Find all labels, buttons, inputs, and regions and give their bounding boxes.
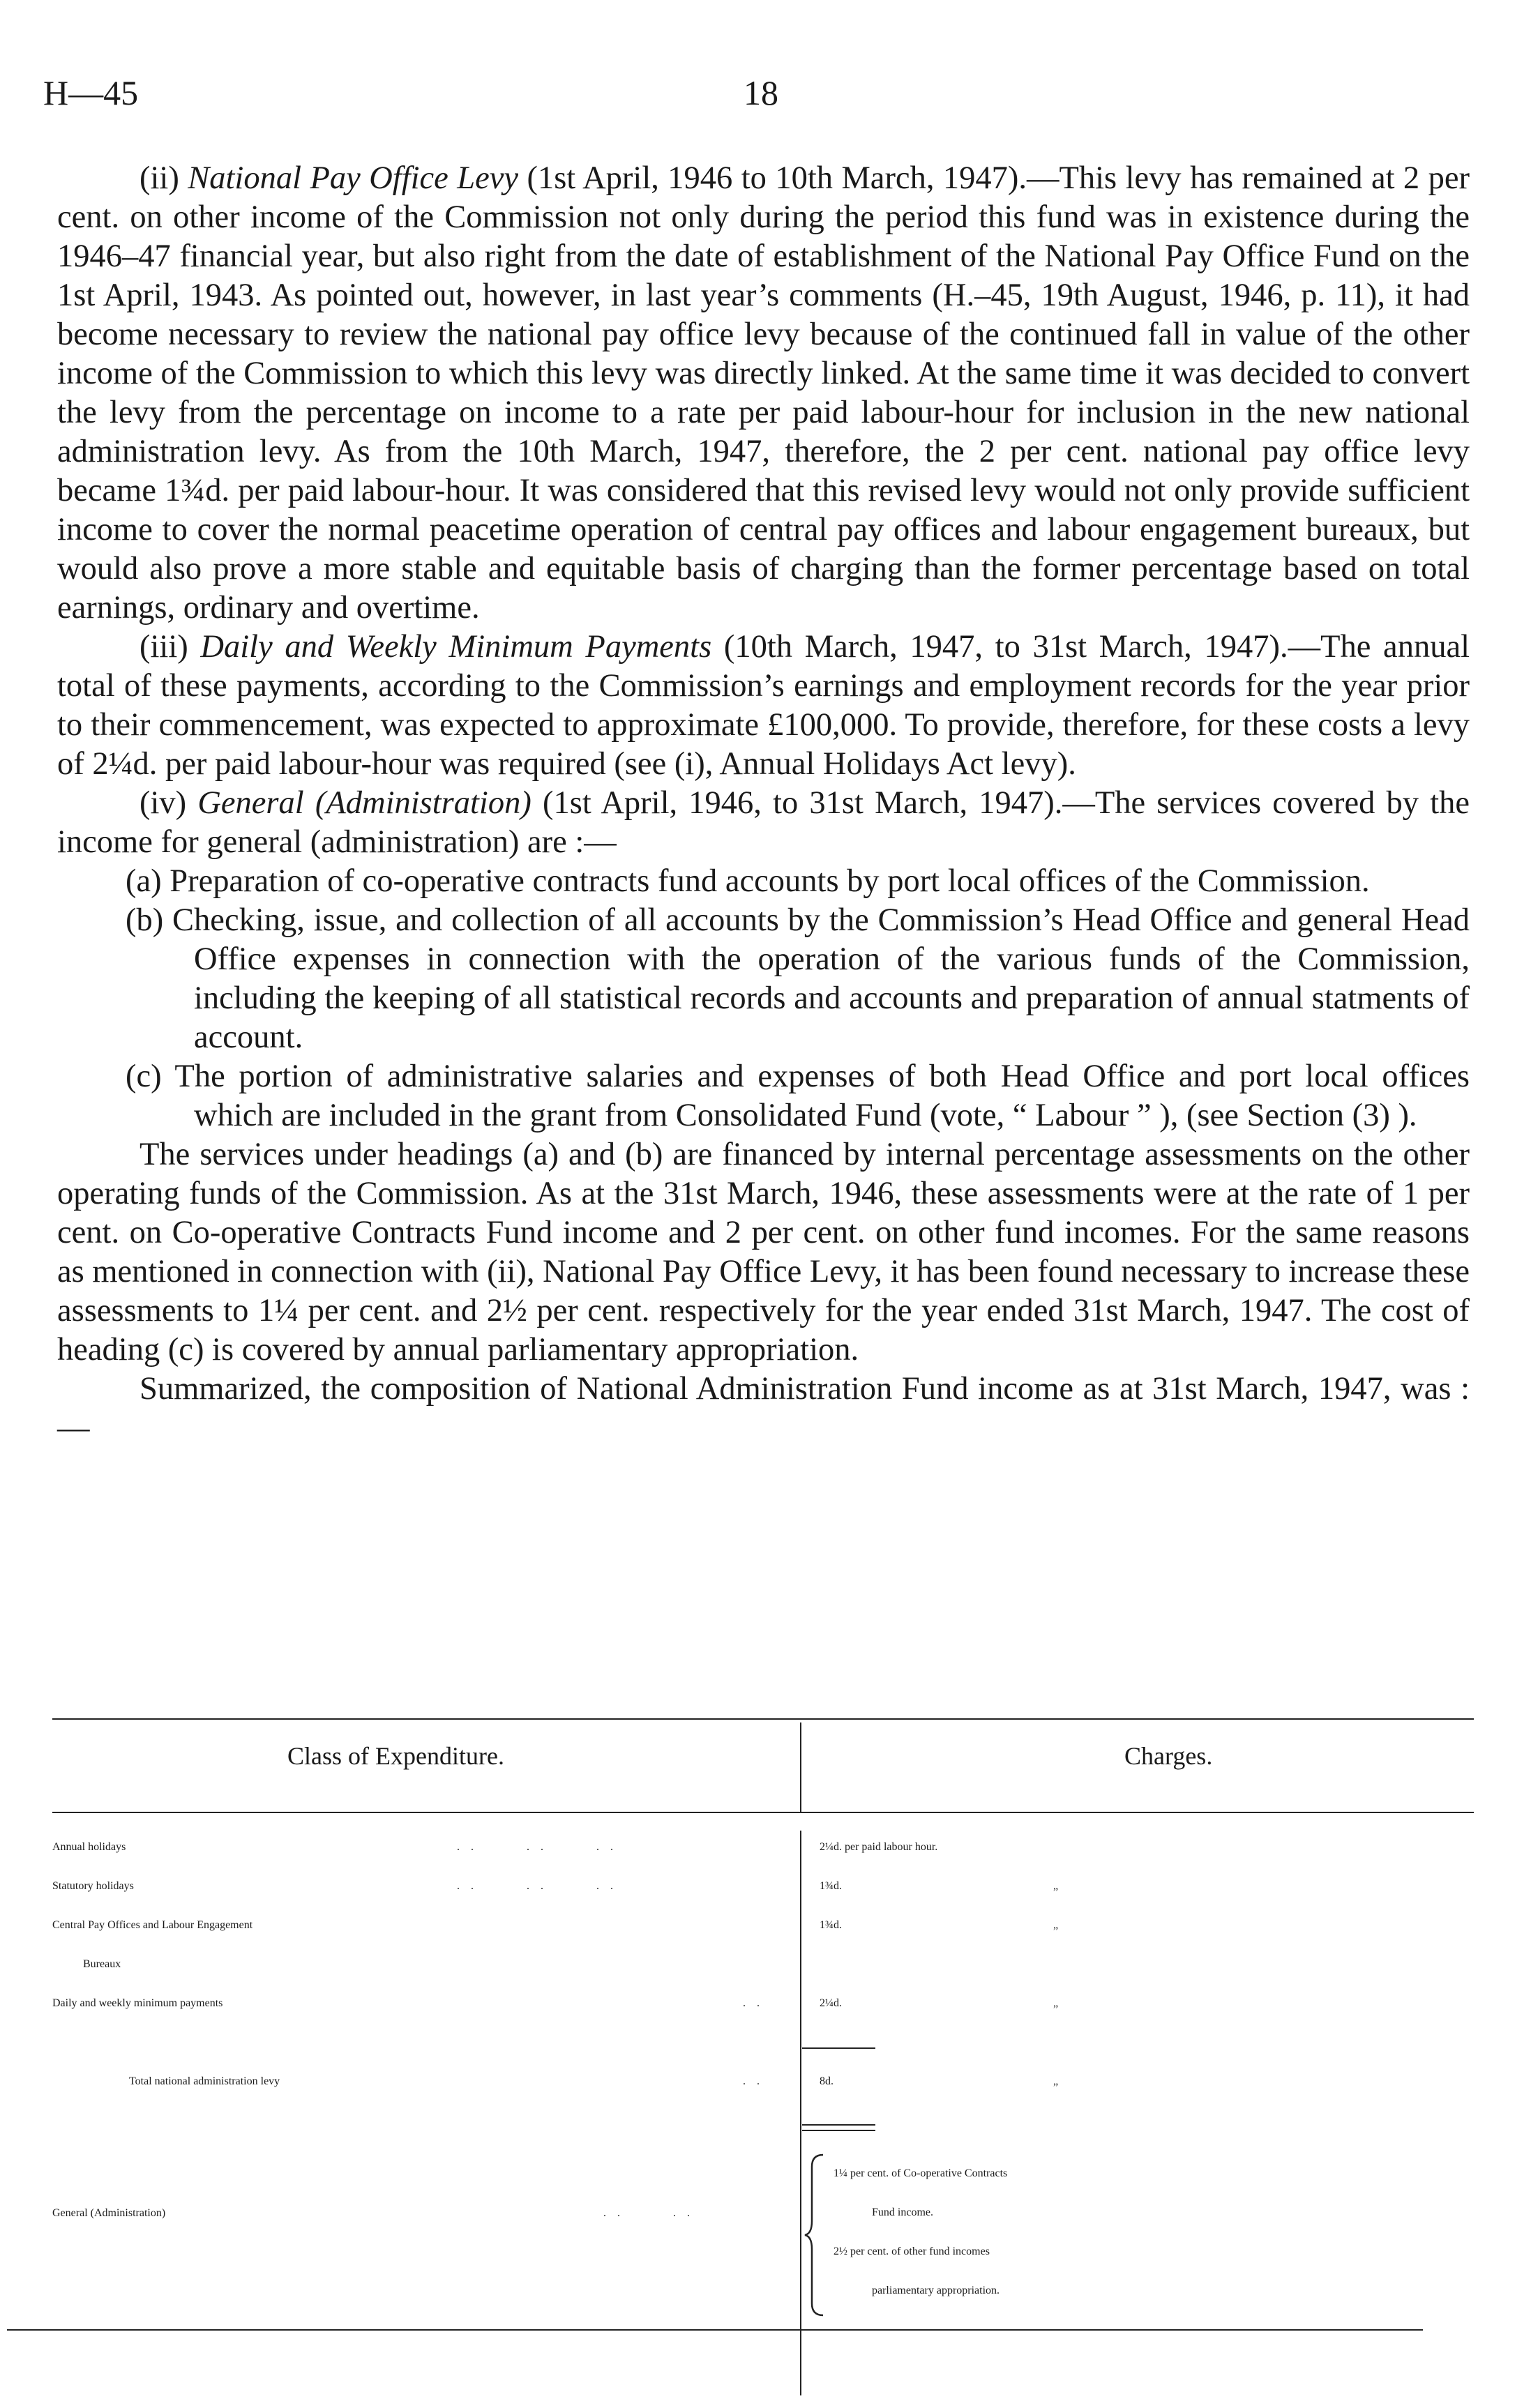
total-label: Total national administration levy: [129, 2075, 280, 2087]
row-label-continuation: Bureaux: [83, 1958, 121, 1970]
table-top-rule: [52, 1718, 1474, 1720]
row-label: Annual holidays: [52, 1841, 126, 1853]
paragraph-summary: Summarized, the composition of National Administration Fund income as at 31st March, 1947, was :—: [57, 1371, 1470, 1446]
paragraph-general-administration: [57, 784, 1470, 862]
paragraph-label: (iii): [139, 629, 201, 665]
paragraph-text: (1st April, 1946 to 10th March, 1947).—This levy has remained at 2 per cent. on other income of the Commission not only during the period this fund was in existence during the 1946–47 financial year, but also right from the date of establishment of the National Pay Office Fund on the 1st April, 1943. As pointed out, however, in last year’s comments (H.–45, 19th August, 1946, p. 11), it had become necessary to review the national pay office levy because of the continued fall in value of the other income of the Commission to which this levy was directly linked. At the same time it was decided to convert the levy from the percentage on income to a rate per paid labour-hour for inclusion in the new national administration levy. As from the 10th March, 1947, therefore, the 2 per cent. national pay office levy became 1¾d. per paid labour-hour. It was considered that this revised levy would not only provide sufficient income to cover the normal peacetime operation of central pay offices and labour engagement bureaux, but would also prove a more stable and equitable basis of charging than the former percentage based on total earnings, ordinary and overtime.: [57, 160, 1470, 626]
body-text: [57, 159, 1470, 1448]
paragraph-label: (iv): [139, 785, 198, 821]
general-charge-text: Fund income.: [872, 2206, 933, 2218]
table-bottom-rule: [7, 2329, 1423, 2331]
brace-icon: [802, 2151, 830, 2319]
general-charge-text: 1¼ per cent. of Co-operative Contracts: [834, 2167, 1008, 2179]
ditto-mark: „: [1053, 2075, 1059, 2087]
list-item-a: (a) Preparation of co-operative contracts fund accounts by port local offices of the Commission.: [126, 863, 1370, 899]
total-double-rule-1: [802, 2124, 875, 2126]
leader-dots: . .: [743, 1997, 764, 2009]
ditto-mark: „: [1053, 1880, 1059, 1892]
header-bottom-rule: [52, 1812, 1474, 1813]
total-charge: 8d.: [820, 2075, 834, 2087]
body-column-separator: [800, 1831, 801, 2395]
paragraph-text: (10th March, 1947, to 31st March, 1947).—The annual total of these payments, according to the Commission’s earnings and employment records for the year prior to their commencement, was expected to approximate £100,000. To provide, therefore, for these costs a levy of 2¼d. per paid labour-hour was required (see (i), Annual Holidays Act levy).: [57, 629, 1470, 782]
row-charge: 1¾d.: [820, 1919, 842, 1931]
paragraph-title: Daily and Weekly Minimum Payments: [200, 629, 712, 665]
general-charge-text: 2½ per cent. of other fund incomes: [834, 2246, 990, 2257]
leader-dots: . . . . . .: [457, 1880, 617, 1892]
document-series-code: H—45: [43, 73, 139, 112]
leader-dots: . .: [743, 2075, 764, 2087]
row-charge: 2¼d.: [820, 1997, 842, 2009]
ditto-mark: „: [1053, 1997, 1059, 2009]
paragraph-text: (1st April, 1946, to 31st March, 1947).—The services covered by the income for general (administration) are :—: [57, 785, 1470, 860]
leader-dots: . . . .: [603, 2207, 694, 2219]
row-charge: 2¼d. per paid labour hour.: [820, 1841, 938, 1853]
header-column-separator: [800, 1722, 801, 1813]
row-label: Daily and weekly minimum payments: [52, 1997, 223, 2009]
paragraph-title: General (Administration): [197, 785, 531, 821]
list-item-b: (b) Checking, issue, and collection of all accounts by the Commission’s Head Office and general Head Office expenses in connection with the operation of the various funds of the Commission, including the keeping of all statistical records and accounts and preparation of annual statments of account.: [126, 902, 1470, 1055]
page-number: 18: [744, 73, 778, 112]
ditto-mark: „: [1053, 1919, 1059, 1931]
row-charge: 1¾d.: [820, 1880, 842, 1892]
total-double-rule-2: [802, 2130, 875, 2131]
row-label: General (Administration): [52, 2207, 166, 2219]
general-charge-text: parliamentary appropriation.: [872, 2285, 1000, 2296]
column-header-class: Class of Expenditure.: [287, 1742, 504, 1770]
paragraph-title: National Pay Office Levy: [188, 160, 519, 196]
paragraph-national-pay-office-levy: [57, 159, 1470, 628]
row-label: Central Pay Offices and Labour Engagement: [52, 1919, 253, 1931]
column-header-charges: Charges.: [1124, 1742, 1213, 1770]
paragraph-assessments: The services under headings (a) and (b) are financed by internal percentage assessments on the other operating funds of the Commission. As at the 31st March, 1946, these assessments were at the rate of 1 per cent. on Co-operative Contracts Fund income and 2 per cent. on other fund incomes. For the same reasons as mentioned in connection with (ii), National Pay Office Levy, it has been found necessary to increase these assessments to 1¼ per cent. and 2½ per cent. respectively for the year ended 31st March, 1947. The cost of heading (c) is covered by annual parliamentary appropriation.: [57, 1137, 1470, 1368]
row-label: Statutory holidays: [52, 1880, 134, 1892]
paragraph-minimum-payments: [57, 628, 1470, 784]
list-item-c: (c) The portion of administrative salaries and expenses of both Head Office and port local offices which are included in the grant from Consolidated Fund (vote, “ Labour ” ), (see Section (3) ).: [126, 1059, 1470, 1133]
paragraph-label: (ii): [139, 160, 188, 196]
subtotal-rule: [802, 2047, 875, 2049]
leader-dots: . . . . . .: [457, 1841, 617, 1853]
